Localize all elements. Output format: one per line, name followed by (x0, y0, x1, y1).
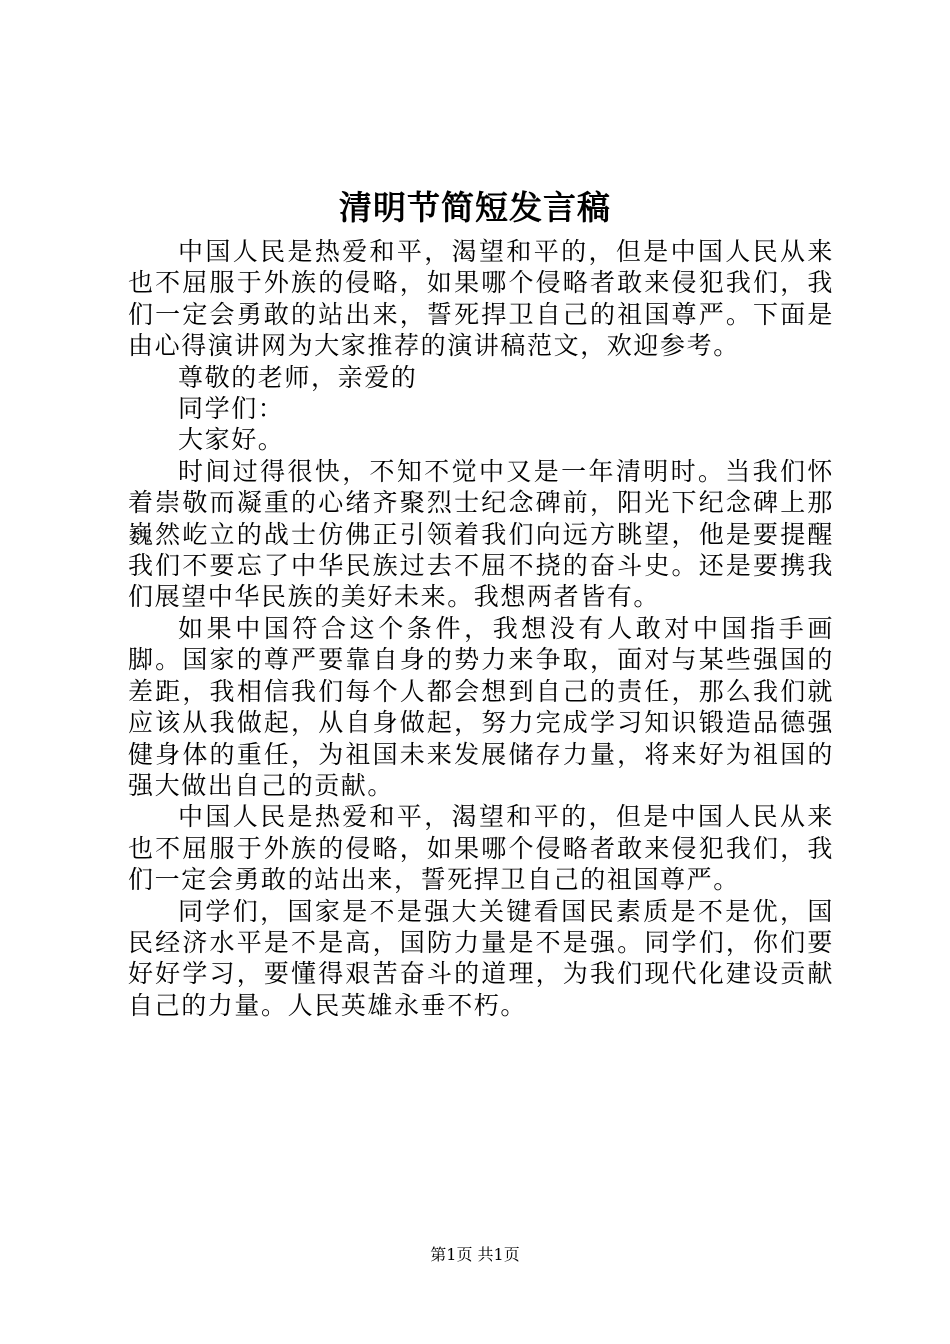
paragraph-intro: 中国人民是热爱和平，渴望和平的，但是中国人民从来也不屈服于外族的侵略，如果哪个侵略者敢来侵犯我们，我们一定会勇敢的站出来，誓死捍卫自己的祖国尊严。下面是由心得演讲网为大家推荐的演讲稿范文，欢迎参考。 (128, 237, 834, 361)
document-title: 清明节简短发言稿 (339, 188, 611, 227)
paragraph-salutation: 尊敬的老师，亲爱的 (178, 362, 418, 392)
page-footer: 第1页 共1页 (430, 1245, 520, 1264)
paragraph-closing: 同学们，国家是不是强大关键看国民素质是不是优，国民经济水平是不是高，国防力量是不是强。同学们，你们要好好学习，要懂得艰苦奋斗的道理，为我们现代化建设贡献自己的力量。人民英雄永垂不朽。 (128, 896, 834, 1020)
paragraph-body: 中国人民是热爱和平，渴望和平的，但是中国人民从来也不屈服于外族的侵略，如果哪个侵略者敢来侵犯我们，我们一定会勇敢的站出来，誓死捍卫自己的祖国尊严。 (128, 802, 834, 895)
paragraph-salutation-students: 同学们： (178, 394, 285, 424)
paragraph-body: 如果中国符合这个条件，我想没有人敢对中国指手画脚。国家的尊严要靠自身的势力来争取，面对与某些强国的差距，我相信我们每个人都会想到自己的责任，那么我们就应该从我做起，从自身做起，努力完成学习知识锻造品德强健身体的重任，为祖国未来发展储存力量，将来好为祖国的强大做出自己的贡献。 (128, 613, 834, 800)
paragraph-body: 时间过得很快，不知不觉中又是一年清明时。当我们怀着崇敬而凝重的心绪齐聚烈士纪念碑前，阳光下纪念碑上那巍然屹立的战士仿佛正引领着我们向远方眺望，他是要提醒我们不要忘了中华民族过去不屈不挠的奋斗史。还是要携我们展望中华民族的美好未来。我想两者皆有。 (128, 456, 834, 612)
document-body (128, 236, 834, 1021)
paragraph-greeting: 大家好。 (178, 425, 285, 455)
